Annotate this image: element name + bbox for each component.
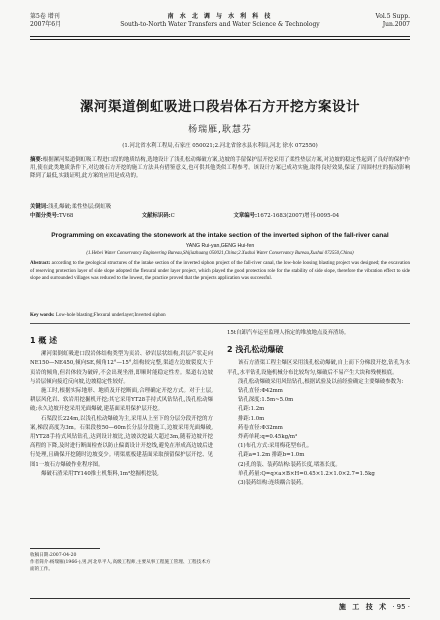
body-paragraph: 施工时,根据实际地形、地质及开挖断面,合理确定开挖方式。对于土层,耕层风化岩、软岩用挖掘机开挖;其它采用YT28手持式风钻钻孔,浅孔松动爆破;永久边坡开挖采用光面爆破,建基面采用保护层开挖。 — [30, 388, 213, 413]
param-item: 孔距a=1.2m 排距b=1.0m — [238, 452, 305, 459]
param-item: 药卷直径:Φ32mm — [238, 424, 283, 431]
abstract-en — [30, 260, 410, 283]
param-item: 钻孔深度:1.5m~5.0m — [238, 397, 294, 404]
footer-section-name: 施 工 技 术 — [338, 603, 389, 611]
abstract-separator — [30, 323, 410, 324]
body-paragraph: 浅孔松动爆破采用风钻钻孔,根据试验及以前经验确定主要爆破参数为: — [238, 378, 404, 385]
footer-rule — [30, 598, 410, 599]
footnote — [30, 552, 213, 573]
keywords-cn — [30, 203, 410, 211]
header-journal-cn: 南 水 北 调 与 水 利 科 技 — [167, 13, 273, 20]
paper-title-cn: 漯河渠道倒虹吸进口段岩体石方开挖方案设计 — [80, 99, 360, 115]
header-center — [30, 13, 410, 29]
clc-label: 中图分类号: — [30, 213, 59, 219]
param-item: 孔距:1.2m — [238, 406, 265, 413]
page-footer — [339, 602, 410, 612]
param-item: 排距:1.0m — [238, 415, 265, 422]
abstract-cn — [30, 156, 410, 181]
param-item: (1)布孔方式:采用梅花型布孔。 — [238, 443, 313, 450]
body-paragraph: 该石方渣渠工程主爆区采用浅孔松动爆破,自上而下分梯段开挖,钻孔为水平孔,水平钻孔设施机械分布比较均匀,爆破后不易产生大块和残梗根底。 — [227, 360, 410, 376]
param-item: (3)装药结构:连续耦合装药。 — [238, 480, 307, 487]
section-heading-2: 2 浅孔松动爆破 — [227, 345, 284, 355]
body-column-left — [30, 329, 213, 479]
header-journal-en: South-to-North Water Transfers and Water Science & Technology — [120, 21, 320, 28]
doc-code-label: 文献标识码: — [141, 213, 171, 219]
abstract-en-text: according to the geological structures of the intake section of the inverted siphon project of the fall-river canal, the low-hole loosing blasting project was designed; the excavation of reserving protection layer of side slope adopted the flexural under layer project, which played the good protection role for the stability of side slope, therefore the vibration effect to side slope and surrounded villages was reduced to the lowest, the practice proved that the projects application was successful. — [30, 261, 411, 282]
clc-value: TV68 — [58, 213, 74, 219]
body-paragraph: 爆破石渣采用TY140推土机集料,1m³挖掘机挖装, — [41, 470, 159, 477]
section-heading-1: 1 概 述 — [30, 336, 58, 345]
body-paragraph-continued: 15t自卸汽车运至监理人指定的堆放地点及弃渣场。 — [227, 330, 350, 336]
param-item: (2)孔的装、装药结构:装药长度,堵塞长度。 — [238, 461, 341, 468]
keywords-en-label: Key words: — [30, 313, 55, 318]
keywords-en — [30, 312, 410, 320]
keywords-cn-label: 关键词: — [30, 204, 49, 210]
abstract-en-label: Abstract: — [30, 261, 51, 266]
doc-code-value: C — [170, 213, 175, 219]
abstract-cn-text: 根据漯河渠道倒虹吸工程进口段的地质结构,选地设计了浅孔松动爆破方案,边坡的手留保护层开挖采用了柔性垫层方案,对边坡的稳定性起到了良好的保护作用,使在此类地质条件下,对边坡石方开挖的施工方法具有借鉴意义,也可供其他类似工程参考。该设计方案已成功实施,取得良好效果,保证了周围村庄的振动影响降到了最低,实践证明,此方案的应用是成功的。 — [30, 157, 410, 180]
body-paragraph: 漯河渠倒虹吸进口段岩体结构类型为页岩、砂岩层状结构,岩层产状走向NE150—NE450,倾向SE,倾角12°—15°,结构较完整,渠道左边坡裂度大于页岩的倾角,但岩体较为破碎,不会出现坐滑,即顺时能稳定性差。渠道右边坡与岩层倾向接近反向坡,边坡稳定性较好。 — [30, 351, 213, 385]
keywords-cn-text: 浅孔爆破;柔性垫层;倒虹吸 — [48, 204, 112, 210]
article-id-value: 1672-1683(2007)增刊-0095-04 — [257, 213, 340, 219]
keywords-en-text: Low-hole blasting;Flexural underlayer;Inverted siphon — [55, 313, 166, 318]
article-id-label: 文章编号: — [233, 213, 257, 219]
header-rule-thin — [30, 39, 410, 40]
footnote-received: 收稿日期:2007-04-20 — [30, 553, 77, 558]
authors-cn: 杨瑞雁,耿慧芬 — [188, 125, 252, 135]
classification-meta — [30, 212, 410, 220]
header-right — [375, 13, 410, 29]
page-number: · 95 · — [392, 603, 410, 611]
affiliation-en: (1.Hebei Water Conservancy Engineering Bureau,Shijiazhuang 050021,China;2.Xushui Water Conservancy Bureau,Xushui 072550,China) — [86, 251, 354, 256]
param-item: 单孔药量:Q=q×a×B×H=0.45×1.2×1.0×2.7=1.5kg — [238, 470, 375, 477]
footnote-author: 作者简介:杨瑞雁(1966-),男,河北阜平人,高级工程师,主要从事工程施工管理、工程技术方面的工作。 — [30, 560, 211, 572]
footnote-rule — [30, 548, 100, 549]
header-date-en: Jun.2007 — [382, 21, 410, 28]
param-item: 钻孔直径:Φ42mm — [238, 388, 283, 395]
header-volume: 第5卷 增刊 — [30, 13, 60, 20]
body-paragraph: 石渠段长224m,以浅孔松动爆破为主,采用从上至下的分层分段开挖的方案,梯段高度为3m。石渠段按50—60m长分层分段施工,边坡采用光面爆破,用YT28手持式风钻钻孔,达到设计坡比,边坡次挖最大超过3m,随着边坡开挖高程的下降,及时进行断面检查以防止偏离设计开挖线,避免在形成高边坡后进行处理,且确保开挖随时边坡变少。明渠底板建基面采取预留保护层开挖、见图1一坡石方爆破作业程序图。 — [30, 415, 213, 468]
running-header — [30, 13, 410, 35]
header-volume-en: Vol.5 Supp. — [375, 13, 410, 20]
affiliation-cn: (1.河北省水利工程局,石家庄 050021;2.河北省徐水县水利局,河北 徐水 072550) — [122, 143, 318, 149]
authors-en: YANG Rui-yan,GENG Hui-fen — [185, 243, 255, 249]
header-date: 2007年6月 — [30, 21, 62, 28]
header-rule-thick — [30, 36, 410, 37]
abstract-cn-label: 摘要: — [30, 157, 43, 163]
param-item: 炸药单耗:q=0.45kg/m³ — [238, 434, 298, 441]
body-column-right — [227, 329, 410, 488]
paper-title-en: Programming on excavating the stonework at the intake section of the inverted siphon of the fall-river canal — [51, 232, 389, 239]
